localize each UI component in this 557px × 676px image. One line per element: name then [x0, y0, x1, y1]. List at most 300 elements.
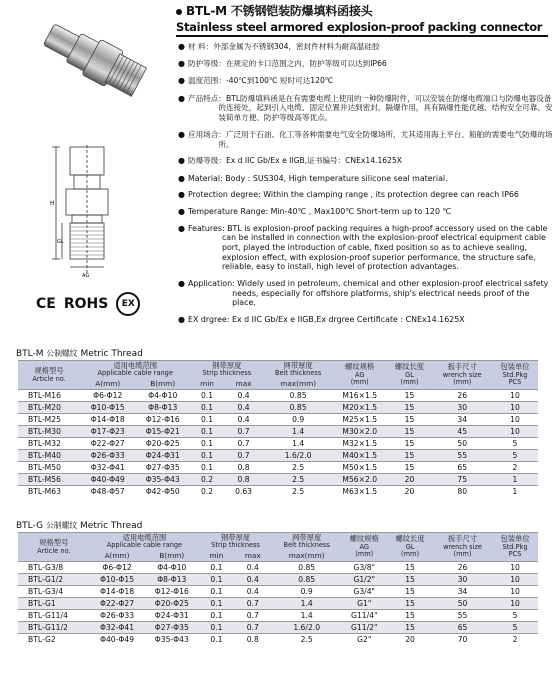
column-header-text: 规格型号	[39, 538, 69, 548]
table-cell: 0.1	[199, 622, 233, 634]
table-cell: 15	[387, 586, 433, 598]
column-header-text: max	[244, 550, 261, 560]
column-header-text: 包装单位	[500, 362, 530, 372]
table-row	[18, 586, 538, 598]
table-cell: 80	[433, 486, 492, 498]
bullet-icon: ●	[178, 42, 185, 51]
table-cell: 2	[492, 634, 538, 646]
spec-value: : Ex d IIC Gb/Ex e IIGB,Ex drgree Certificate : CNEx14.1625X	[226, 314, 465, 324]
table-cell: 15	[387, 562, 433, 574]
table-cell: 55	[433, 610, 492, 622]
column-header-text: Std.Pkg	[502, 370, 528, 379]
table-cell: 0.1	[190, 426, 224, 438]
table-cell: 0.8	[224, 474, 264, 486]
table-cell: Φ8-Φ13	[135, 402, 190, 414]
bullet-icon: ●	[178, 156, 185, 166]
table-cell: G11/4"	[341, 610, 387, 622]
table-row	[18, 598, 538, 610]
table-cell: 15	[387, 390, 433, 402]
column-header-unit: PCS	[508, 378, 522, 387]
bullet-icon: ●	[178, 207, 185, 217]
table-cell: 0.9	[263, 414, 333, 426]
table-cell: BTL-M30	[18, 426, 80, 438]
table-cell: BTL-M20	[18, 402, 80, 414]
table-cell: Φ24-Φ31	[144, 610, 199, 622]
column-header	[492, 533, 538, 562]
table-cell: 20	[387, 486, 433, 498]
table-cell: 26	[433, 562, 492, 574]
column-header-text: Article no.	[32, 374, 66, 383]
table-cell: 1.4	[263, 426, 333, 438]
table-cell: BTL-G1/2	[18, 574, 90, 586]
table-cell: M25×1.5	[333, 414, 387, 426]
table-g-label-prefix: BTL-G	[16, 521, 44, 531]
table-cell: 0.1	[199, 586, 233, 598]
column-header-text: A(mm)	[104, 550, 130, 560]
table-cell: Φ10-Φ15	[90, 574, 145, 586]
table-cell: 50	[433, 438, 492, 450]
table-cell: Φ20-Φ25	[135, 438, 190, 450]
table-cell: 34	[433, 414, 492, 426]
spec-key: EX drgree	[188, 314, 227, 324]
table-cell: 34	[433, 586, 492, 598]
table-cell: 0.1	[199, 610, 233, 622]
table-cell: Φ27-Φ35	[144, 622, 199, 634]
table-cell: M32×1.5	[333, 438, 387, 450]
table-cell: 30	[433, 574, 492, 586]
table-cell: 0.1	[190, 390, 224, 402]
table-cell: Φ22-Φ27	[90, 598, 145, 610]
table-cell: G1/2"	[341, 574, 387, 586]
table-cell: Φ32-Φ41	[90, 622, 145, 634]
column-header	[199, 533, 272, 551]
table-cell: 0.4	[224, 390, 264, 402]
table-cell: BTL-G2	[18, 634, 90, 646]
table-cell: 55	[433, 450, 492, 462]
column-header-text: wrench size	[442, 370, 482, 379]
table-row	[18, 610, 538, 622]
table-cell: Φ27-Φ35	[135, 462, 190, 474]
table-cell: 5	[492, 622, 538, 634]
column-header	[387, 533, 433, 562]
column-header-unit: (mm)	[400, 378, 419, 387]
table-cell: 0.7	[234, 622, 272, 634]
table-cell: 15	[387, 438, 433, 450]
column-header	[199, 551, 233, 562]
column-header-text: 螺纹长度	[394, 362, 425, 372]
spec-item	[178, 59, 554, 69]
table-cell: 10	[492, 414, 538, 426]
table-cell: 15	[387, 414, 433, 426]
column-header	[80, 361, 190, 379]
table-row	[18, 462, 538, 474]
table-cell: 0.4	[234, 562, 272, 574]
table-cell: Φ24-Φ31	[135, 450, 190, 462]
column-header	[272, 533, 341, 551]
spec-key: Features	[188, 223, 222, 233]
spec-value: ：Ex d IIC Gb/Ex e IIGB,证书编号：CNEx14.1625X	[218, 156, 402, 166]
title-block	[176, 2, 554, 37]
table-cell: 5	[492, 610, 538, 622]
spec-value: ：外部金属为不锈钢304，密封件材料为耐高温硅胶	[205, 42, 380, 51]
column-header-text: 螺纹长度	[395, 534, 425, 544]
column-header	[263, 379, 333, 390]
table-m-label-en: Metric Thread	[80, 349, 143, 359]
table-cell: 15	[387, 622, 433, 634]
table-cell: 0.1	[190, 438, 224, 450]
column-header	[18, 533, 90, 562]
column-header-unit: (mm)	[453, 550, 472, 559]
table-cell: 20	[387, 474, 433, 486]
column-header-text: GL	[405, 370, 414, 379]
column-header-unit: (mm)	[401, 550, 420, 559]
table-row	[18, 426, 538, 438]
column-header	[135, 379, 190, 390]
table-cell: BTL-G3/8	[18, 562, 90, 574]
table-cell: G1"	[341, 598, 387, 610]
spec-value: : Widely used in petroleum, chemical and other explosion-proof electrical safety needs, especially for offshore platforms, ship's electrical needs proof of the place.	[232, 278, 549, 308]
page-title-text: BTL-M 不锈钢铠装防爆填料函接头	[186, 4, 373, 18]
spec-item	[178, 94, 554, 123]
table-cell: 0.7	[224, 450, 264, 462]
column-header-text: GL	[405, 542, 415, 551]
table-cell: 15	[387, 610, 433, 622]
table-cell: 10	[492, 402, 538, 414]
table-cell: 10	[492, 586, 538, 598]
bullet-icon: ●	[178, 76, 185, 86]
table-cell: G3/4"	[341, 586, 387, 598]
bullet-icon: ●	[178, 129, 185, 139]
spec-key: Protection degree	[188, 190, 259, 200]
table-cell: Φ12-Φ16	[135, 414, 190, 426]
table-cell: 0.85	[272, 562, 341, 574]
table-m-label-prefix: BTL-M	[16, 349, 44, 359]
table-cell: BTL-G3/4	[18, 586, 90, 598]
table-cell: 0.1	[199, 562, 233, 574]
spec-item	[178, 190, 554, 200]
column-header-text: Strip thickness	[202, 369, 252, 378]
table-m-label	[16, 348, 143, 359]
column-header-text: 规格型号	[34, 366, 64, 376]
bullet-icon	[176, 9, 182, 15]
column-header-text: max(mm)	[280, 378, 317, 388]
table-cell: 15	[387, 426, 433, 438]
table-row	[18, 634, 538, 646]
table-cell: 0.1	[190, 402, 224, 414]
column-header-unit: (mm)	[453, 378, 472, 387]
table-cell: 1.6/2.0	[272, 622, 341, 634]
table-row	[18, 474, 538, 486]
column-header-text: 扳手尺寸	[447, 362, 477, 372]
table-cell: Φ4-Φ10	[135, 390, 190, 402]
bullet-icon: ●	[178, 278, 185, 288]
table-cell: Φ4-Φ10	[144, 562, 199, 574]
table-cell: Φ6-Φ12	[90, 562, 145, 574]
column-header-text: Belt thickness	[283, 541, 330, 550]
column-header-text: 钢带厚度	[212, 361, 242, 370]
table-cell: BTL-M16	[18, 390, 80, 402]
table-cell: Φ48-Φ57	[80, 486, 135, 498]
title-divider	[176, 35, 548, 37]
table-cell: Φ42-Φ50	[135, 486, 190, 498]
table-metric	[18, 360, 538, 497]
table-cell: Φ17-Φ23	[80, 426, 135, 438]
table-cell: 0.2	[190, 486, 224, 498]
table-cell: 75	[433, 474, 492, 486]
spec-item	[178, 174, 554, 184]
table-cell: 15	[387, 462, 433, 474]
spec-value: ：广泛用于石油、化工等各种需要电气安全防爆场所，尤其适用海上平台、船舶的需要电气防爆的场所。	[218, 129, 553, 149]
table-row	[18, 486, 538, 498]
column-header-text: wrench size	[443, 542, 482, 551]
table-g-thread	[18, 532, 538, 645]
table-cell: Φ20-Φ25	[144, 598, 199, 610]
table-cell: M16×1.5	[333, 390, 387, 402]
table-cell: Φ10-Φ15	[80, 402, 135, 414]
table-cell: Φ40-Φ49	[80, 474, 135, 486]
table-cell: 65	[433, 462, 492, 474]
column-header-text: 适用电缆范围	[113, 361, 158, 370]
table-cell: Φ26-Φ33	[90, 610, 145, 622]
table-cell: 0.4	[224, 414, 264, 426]
bullet-icon: ●	[178, 190, 185, 200]
table-cell: 70	[433, 634, 492, 646]
column-header-text: min	[209, 550, 224, 560]
spec-value: : BTL is explosion-proof packing requires a high-proof accessory used on the cable can be installed in connection with the explosion-proof electrical equipment cable port, played the introduction of cable, fixed position so as to achieve sealing, explosion effect, with explosion-proof superior performance, the structure safe, reliable, easy to install, high level of protection advantages.	[221, 223, 548, 272]
table-cell: 0.1	[199, 574, 233, 586]
table-cell: 15	[387, 598, 433, 610]
table-cell: G2"	[341, 634, 387, 646]
page-title	[176, 2, 554, 19]
column-header-text: 网带厚度	[283, 361, 313, 370]
table-cell: M63×1.5	[333, 486, 387, 498]
column-header-text: Std.Pkg	[502, 542, 528, 551]
column-header-text: 钢带厚度	[221, 533, 251, 542]
table-cell: 0.85	[263, 402, 333, 414]
spec-item	[178, 315, 554, 325]
column-header	[387, 361, 433, 390]
table-cell: 0.7	[234, 610, 272, 622]
table-g-label-en: Metric Thread	[80, 521, 143, 531]
table-cell: 15	[387, 402, 433, 414]
table-cell: 0.63	[224, 486, 264, 498]
table-cell: M20×1.5	[333, 402, 387, 414]
column-header-text: B(mm)	[159, 550, 185, 560]
table-cell: Φ12-Φ16	[144, 586, 199, 598]
table-cell: BTL-M25	[18, 414, 80, 426]
table-cell: 5	[492, 450, 538, 462]
spec-value: ：在规定的卡口范围之内，防护等级可以达到IP66	[218, 59, 387, 69]
column-header-text: 螺纹规格	[345, 362, 375, 372]
column-header	[433, 361, 492, 390]
spec-value: : Within the clamping range , its protection degree can reach IP66	[258, 190, 519, 200]
spec-key: Material	[188, 173, 221, 183]
table-cell: 10	[492, 562, 538, 574]
spec-item	[178, 207, 554, 217]
table-cell: 2.5	[272, 634, 341, 646]
table-cell: 20	[387, 634, 433, 646]
table-cell: 26	[433, 390, 492, 402]
table-cell: 0.7	[224, 438, 264, 450]
table-cell: Φ35-Φ43	[135, 474, 190, 486]
table-cell: 0.1	[190, 462, 224, 474]
table-cell: 1	[492, 486, 538, 498]
table-row	[18, 438, 538, 450]
spec-item	[178, 279, 554, 308]
column-header-text: Applicable cable range	[106, 541, 183, 550]
column-header	[190, 379, 224, 390]
column-header-text: Strip thickness	[211, 541, 260, 550]
spec-value: : Body : SUS304, High temperature silicone seal material.	[220, 173, 448, 183]
column-header-text: min	[200, 378, 214, 388]
table-row	[18, 402, 538, 414]
table-cell: 50	[433, 598, 492, 610]
column-header-text: 适用电缆范围	[122, 533, 167, 542]
table-cell: M50×1.5	[333, 462, 387, 474]
table-cell: G11/2"	[341, 622, 387, 634]
table-cell: 30	[433, 402, 492, 414]
column-header	[190, 361, 263, 379]
column-header-unit: (mm)	[350, 378, 369, 387]
table-cell: M40×1.5	[333, 450, 387, 462]
spec-item	[178, 76, 554, 86]
spec-key: 防护等级	[188, 59, 219, 69]
table-row	[18, 622, 538, 634]
column-header	[18, 361, 80, 390]
table-cell: 0.1	[190, 414, 224, 426]
column-header	[272, 551, 341, 562]
column-header-text: AG	[359, 542, 369, 551]
column-header	[90, 551, 145, 562]
table-row	[18, 390, 538, 402]
table-cell: Φ15-Φ21	[135, 426, 190, 438]
table-cell: 0.85	[272, 574, 341, 586]
spec-key: 防爆等级	[188, 156, 219, 166]
table-cell: BTL-G11/2	[18, 622, 90, 634]
table-cell: G3/8"	[341, 562, 387, 574]
table-cell: M56×2.0	[333, 474, 387, 486]
table-cell: Φ32-Φ41	[80, 462, 135, 474]
table-cell: 0.1	[190, 450, 224, 462]
table-cell: Φ22-Φ27	[80, 438, 135, 450]
column-header	[341, 533, 387, 562]
table-cell: 0.4	[234, 586, 272, 598]
table-row	[18, 450, 538, 462]
table-cell: 65	[433, 622, 492, 634]
table-cell: 1.6/2.0	[263, 450, 333, 462]
table-cell: 5	[492, 438, 538, 450]
table-cell: BTL-M56	[18, 474, 80, 486]
column-header-text: Belt thickness	[275, 369, 322, 378]
table-cell: 0.7	[224, 426, 264, 438]
column-header-text: B(mm)	[150, 378, 176, 388]
table-cell: 0.8	[234, 634, 272, 646]
table-cell: Φ6-Φ12	[80, 390, 135, 402]
spec-value: ：-40℃到100℃ 短时可达120℃	[218, 76, 334, 86]
table-cell: 1.4	[263, 438, 333, 450]
spec-item	[178, 224, 554, 272]
spec-key: 温度范围	[188, 76, 219, 86]
column-header	[333, 361, 387, 390]
table-cell: Φ40-Φ49	[90, 634, 145, 646]
table-cell: BTL-M63	[18, 486, 80, 498]
column-header-unit: (mm)	[355, 550, 374, 559]
table-cell: BTL-G11/4	[18, 610, 90, 622]
table-cell: 2.5	[263, 474, 333, 486]
table-row	[18, 562, 538, 574]
table-cell: 0.4	[224, 402, 264, 414]
spec-item	[178, 42, 554, 52]
table-cell: Φ14-Φ18	[80, 414, 135, 426]
column-header	[80, 379, 135, 390]
product-photo	[42, 12, 160, 112]
table-cell: 1.4	[272, 598, 341, 610]
spec-key: Temperature Range	[188, 207, 266, 217]
table-cell: BTL-M40	[18, 450, 80, 462]
table-cell: 10	[492, 390, 538, 402]
table-cell: 10	[492, 426, 538, 438]
table-cell: 0.2	[190, 474, 224, 486]
bullet-icon: ●	[178, 314, 185, 324]
column-header-text: max	[235, 378, 252, 388]
spec-key: Application	[188, 278, 233, 288]
table-cell: M30×2.0	[333, 426, 387, 438]
table-cell: 0.7	[234, 598, 272, 610]
table-cell: 15	[387, 450, 433, 462]
table-cell: Φ8-Φ13	[144, 574, 199, 586]
spec-key: 材 料	[188, 42, 206, 51]
column-header	[433, 533, 492, 562]
column-header	[492, 361, 538, 390]
table-cell: 0.1	[199, 634, 233, 646]
column-header-text: 螺纹规格	[349, 534, 379, 544]
bullet-icon: ●	[178, 93, 185, 103]
bullet-icon: ●	[178, 173, 185, 183]
table-cell: 10	[492, 598, 538, 610]
column-header	[144, 551, 199, 562]
table-cell: 1.4	[272, 610, 341, 622]
spec-value: : Min-40℃ , Max100℃ Short-term up to 120 ℃	[265, 207, 452, 217]
table-g-label	[16, 520, 142, 531]
table-cell: Φ26-Φ33	[80, 450, 135, 462]
table-cell: 2.5	[263, 462, 333, 474]
column-header-text: A(mm)	[95, 378, 121, 388]
column-header	[234, 551, 272, 562]
column-header-text: AG	[354, 370, 365, 379]
table-cell: 0.8	[224, 462, 264, 474]
spec-value: ：BTL防爆填料函是在有需要电缆上使用的一种防爆附件，可以安装在防爆电缆端口与防爆电器设备的连接处，起到引入电缆、固定位置并达到密封、隔爆作用，具有隔爆性能优越、结构安全可靠、安装简单方便、防护等级高等优点。	[218, 93, 553, 123]
ce-mark: CE	[36, 296, 56, 312]
table-cell: 1	[492, 474, 538, 486]
table-row	[18, 574, 538, 586]
bullet-icon: ●	[178, 223, 185, 233]
spec-item	[178, 156, 554, 166]
rohs-mark: ROHS	[63, 296, 109, 312]
column-header	[263, 361, 333, 379]
table-cell: Φ14-Φ18	[90, 586, 145, 598]
table-cell: BTL-M50	[18, 462, 80, 474]
table-cell: BTL-G1	[18, 598, 90, 610]
table-g-label-cn: 公制螺纹	[45, 521, 78, 530]
spec-list	[178, 42, 554, 332]
table-m-label-cn: 公制螺纹	[46, 349, 78, 358]
table-cell: 10	[492, 574, 538, 586]
table-cell: 0.85	[263, 390, 333, 402]
column-header-text: Article no.	[37, 546, 71, 555]
table-cell: 0.9	[272, 586, 341, 598]
column-header	[90, 533, 200, 551]
spec-item	[178, 130, 554, 149]
